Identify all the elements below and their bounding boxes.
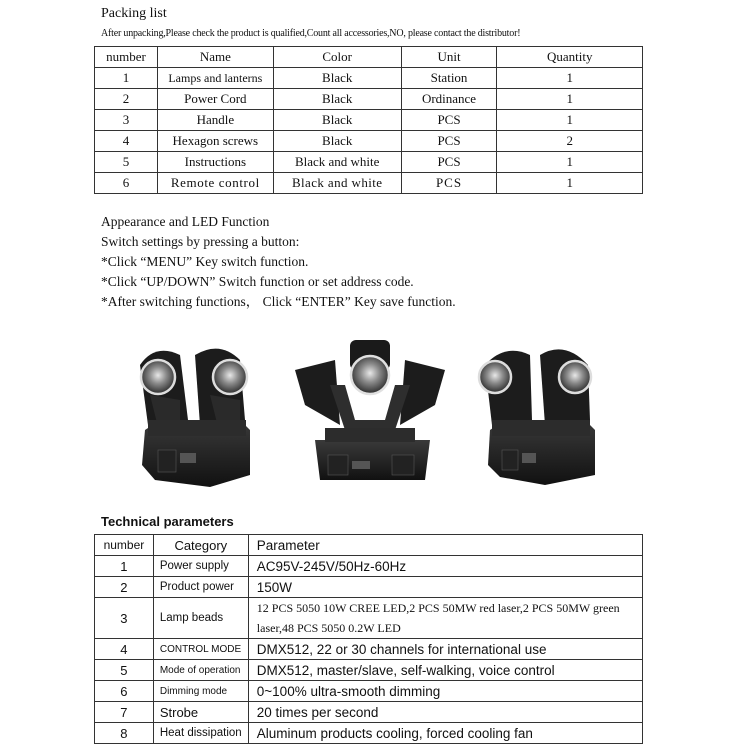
table-header-row — [95, 535, 643, 556]
cell: Lamp beads — [153, 598, 248, 639]
header-cell: Name — [157, 47, 273, 68]
cell: DMX512, master/slave, self-walking, voice control — [248, 660, 642, 681]
cell: Power supply — [153, 556, 248, 577]
cell: Black — [273, 110, 401, 131]
cell: Station — [401, 68, 497, 89]
cell: 150W — [248, 577, 642, 598]
table-header-row — [95, 47, 643, 68]
technical-table — [94, 534, 643, 744]
header-cell: Parameter — [248, 535, 642, 556]
cell: 0~100% ultra-smooth dimming — [248, 681, 642, 702]
table-row — [95, 577, 643, 598]
cell: DMX512, 22 or 30 channels for international use — [248, 639, 642, 660]
cell: 4 — [95, 131, 158, 152]
cell: 3 — [95, 110, 158, 131]
cell: 1 — [497, 68, 643, 89]
cell: 12 PCS 5050 10W CREE LED,2 PCS 50MW red laser,2 PCS 50MW green laser,48 PCS 5050 0.2W LED — [248, 598, 642, 639]
cell: Ordinance — [401, 89, 497, 110]
cell: Black and white — [273, 152, 401, 173]
table-row — [95, 702, 643, 723]
packing-list-title: Packing list — [101, 6, 167, 21]
moving-head-light-image-3 — [479, 349, 595, 485]
cell: 1 — [497, 110, 643, 131]
table-row — [95, 68, 643, 89]
cell: Black and white — [273, 173, 401, 194]
table-row — [95, 681, 643, 702]
header-cell: Color — [273, 47, 401, 68]
table-row — [95, 152, 643, 173]
cell: 1 — [95, 68, 158, 89]
cell: 3 — [95, 598, 154, 639]
instruction-line: *After switching functions， Click “ENTER” Key save function. — [101, 294, 456, 309]
cell: 6 — [95, 173, 158, 194]
table-row — [95, 660, 643, 681]
cell: 6 — [95, 681, 154, 702]
instruction-line: *Click “UP/DOWN” Switch function or set address code. — [101, 274, 414, 289]
cell: 2 — [95, 577, 154, 598]
moving-head-light-image-2 — [295, 340, 445, 480]
cell: 1 — [497, 89, 643, 110]
cell: Aluminum products cooling, forced cooling fan — [248, 723, 642, 744]
cell: 7 — [95, 702, 154, 723]
cell: CONTROL MODE — [153, 639, 248, 660]
table-row — [95, 89, 643, 110]
cell: Strobe — [153, 702, 248, 723]
cell: 8 — [95, 723, 154, 744]
technical-parameters-title: Technical parameters — [101, 514, 234, 529]
cell: Instructions — [157, 152, 273, 173]
appearance-title: Appearance and LED Function — [101, 214, 270, 229]
cell: Product power — [153, 577, 248, 598]
header-cell: Category — [153, 535, 248, 556]
table-row — [95, 131, 643, 152]
cell: Black — [273, 131, 401, 152]
header-cell: Quantity — [497, 47, 643, 68]
table-row — [95, 556, 643, 577]
packing-note: After unpacking,Please check the product is qualified,Count all accessories,NO, please contact the distributor! — [101, 28, 521, 39]
cell: 1 — [497, 173, 643, 194]
cell: 5 — [95, 152, 158, 173]
cell: 5 — [95, 660, 154, 681]
cell: 1 — [497, 152, 643, 173]
cell: 4 — [95, 639, 154, 660]
table-row — [95, 173, 643, 194]
cell: Lamps and lanterns — [157, 68, 273, 89]
appearance-section — [101, 212, 456, 312]
cell: Heat dissipation — [153, 723, 248, 744]
cell: Black — [273, 89, 401, 110]
cell: AC95V-245V/50Hz-60Hz — [248, 556, 642, 577]
moving-head-light-image-1 — [140, 349, 250, 487]
instruction-line: *Click “MENU” Key switch function. — [101, 254, 309, 269]
cell: PCS — [401, 173, 497, 194]
cell: PCS — [401, 110, 497, 131]
cell: Hexagon screws — [157, 131, 273, 152]
cell: 2 — [497, 131, 643, 152]
cell: 1 — [95, 556, 154, 577]
cell: Black — [273, 68, 401, 89]
table-row — [95, 723, 643, 744]
table-row — [95, 598, 643, 639]
cell: Remote control — [157, 173, 273, 194]
cell: Power Cord — [157, 89, 273, 110]
cell: Mode of operation — [153, 660, 248, 681]
header-cell: number — [95, 47, 158, 68]
cell: PCS — [401, 131, 497, 152]
cell: 20 times per second — [248, 702, 642, 723]
table-row — [95, 110, 643, 131]
header-cell: Unit — [401, 47, 497, 68]
cell: 2 — [95, 89, 158, 110]
instruction-line: Switch settings by pressing a button: — [101, 234, 300, 249]
cell: PCS — [401, 152, 497, 173]
product-images — [100, 325, 650, 500]
cell: Dimming mode — [153, 681, 248, 702]
cell: Handle — [157, 110, 273, 131]
header-cell: number — [95, 535, 154, 556]
table-row — [95, 639, 643, 660]
packing-table — [94, 46, 643, 194]
